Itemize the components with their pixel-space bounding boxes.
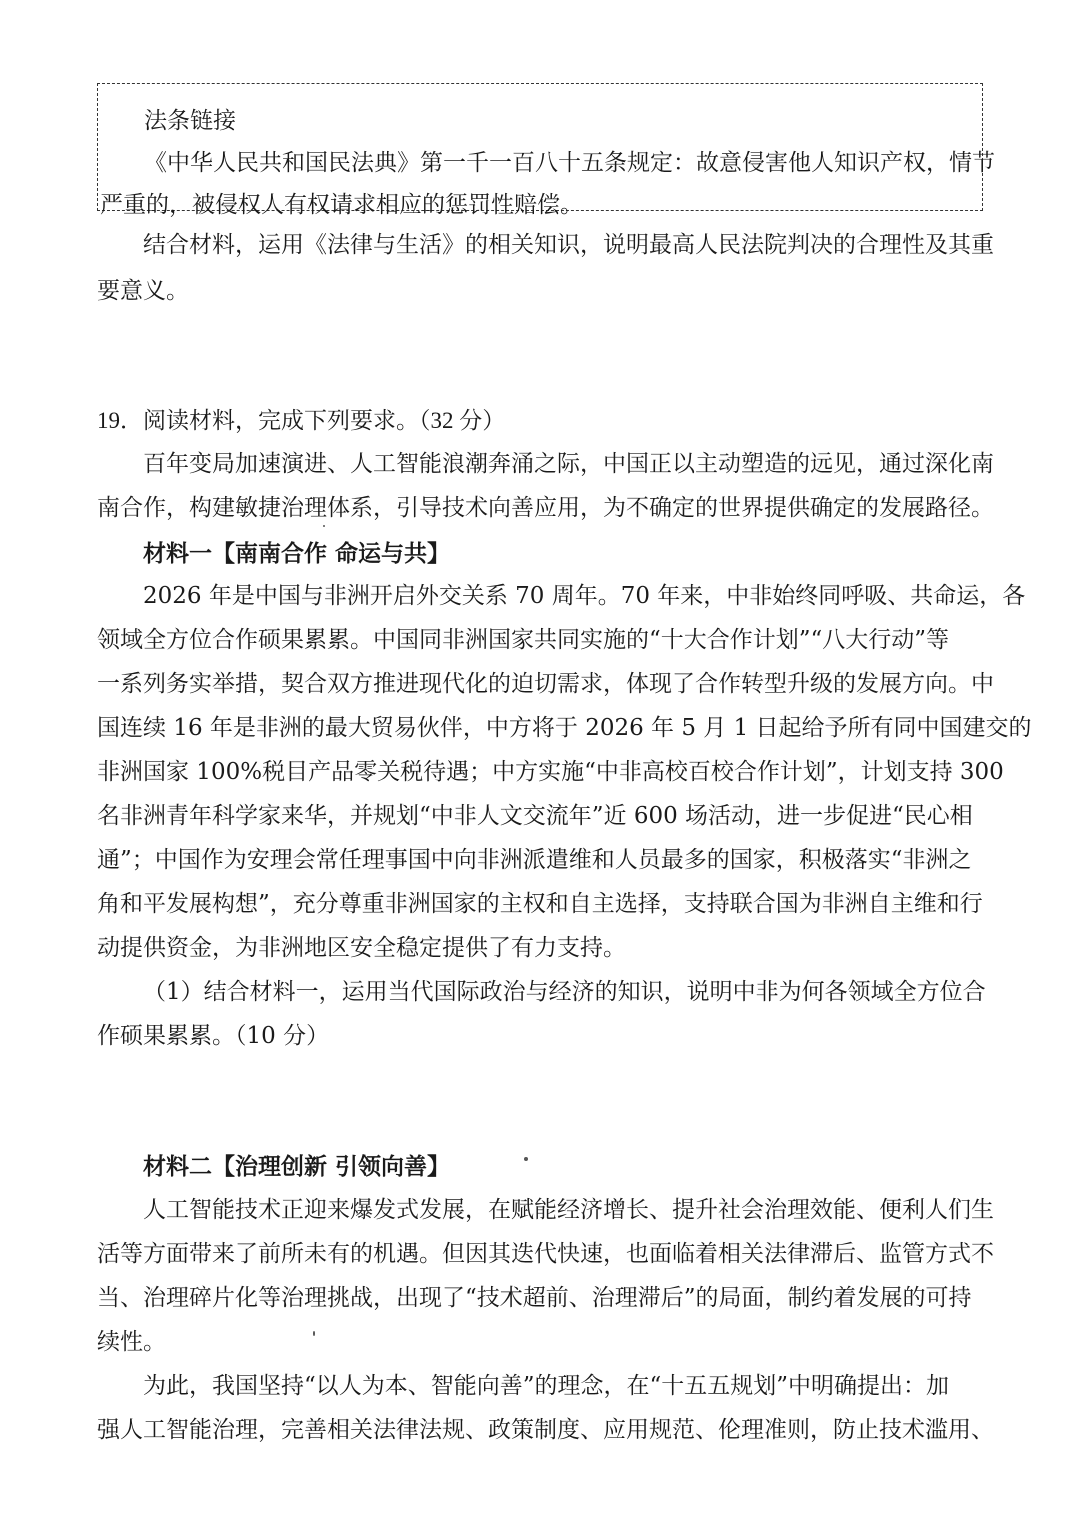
- sub-question-1-line: （1）结合材料一，运用当代国际政治与经济的知识，说明中非为何各领域全方位合: [143, 979, 986, 1005]
- q18-prompt-line: 结合材料，运用《法律与生活》的相关知识，说明最高人民法院判决的合理性及其重: [143, 232, 994, 258]
- q19-intro-line: 百年变局加速演进、人工智能浪潮奔涌之际，中国正以主动塑造的远见，通过深化南: [143, 451, 994, 477]
- material1-line: 2026 年是中国与非洲开启外交关系 70 周年。70 年来，中非始终同呼吸、共命运，各: [143, 583, 1026, 609]
- scan-speck: [524, 1157, 528, 1161]
- material1-title: 材料一【南南合作 命运与共】: [143, 540, 451, 567]
- material2-line: 续性。: [97, 1329, 166, 1355]
- law-link-text-line: 严重的，被侵权人有权请求相应的惩罚性赔偿。: [100, 192, 583, 218]
- material1-line: 国连续 16 年是非洲的最大贸易伙伴，中方将于 2026 年 5 月 1 日起给予所有同中国建交的: [97, 715, 1032, 741]
- scan-speck: [323, 525, 325, 527]
- material1-line: 动提供资金，为非洲地区安全稳定提供了有力支持。: [97, 935, 626, 961]
- material2-line: 为此，我国坚持“以人为本、智能向善”的理念，在“十五五规划”中明确提出：加: [143, 1373, 950, 1399]
- scan-speck: [313, 1331, 315, 1336]
- law-link-box: [97, 83, 995, 218]
- sub-question-1-line: 作硕果累累。（10 分）: [97, 1023, 330, 1049]
- material2-line: 人工智能技术正迎来爆发式发展，在赋能经济增长、提升社会治理效能、便利人们生: [143, 1197, 994, 1223]
- material1-line: 非洲国家 100%税目产品零关税待遇；中方实施“中非高校百校合作计划”，计划支持 300: [97, 759, 1004, 785]
- material2-line: 当、治理碎片化等治理挑战，出现了“技术超前、治理滞后”的局面，制约着发展的可持: [97, 1285, 972, 1311]
- material1-line: 一系列务实举措，契合双方推进现代化的迫切需求，体现了合作转型升级的发展方向。中: [97, 671, 994, 697]
- material2-line: 活等方面带来了前所未有的机遇。但因其迭代快速，也面临着相关法律滞后、监管方式不: [97, 1241, 994, 1267]
- q19-heading: 19．阅读材料，完成下列要求。（32 分）: [97, 408, 506, 433]
- material1-line: 名非洲青年科学家来华，并规划“中非人文交流年”近 600 场活动，进一步促进“民心相: [97, 803, 973, 829]
- material2-title: 材料二【治理创新 引领向善】: [143, 1153, 451, 1180]
- material2-line: 强人工智能治理，完善相关法律法规、政策制度、应用规范、伦理准则，防止技术滥用、: [97, 1417, 994, 1443]
- law-link-title: 法条链接: [144, 108, 236, 134]
- material1-line: 领域全方位合作硕果累累。中国同非洲国家共同实施的“十大合作计划”“八大行动”等: [97, 627, 950, 653]
- q18-prompt-line: 要意义。: [97, 278, 189, 304]
- law-link-text-line: 《中华人民共和国民法典》第一千一百八十五条规定：故意侵害他人知识产权，情节: [144, 150, 995, 176]
- q19-intro-line: 南合作，构建敏捷治理体系，引导技术向善应用，为不确定的世界提供确定的发展路径。: [97, 495, 994, 521]
- material1-line: 角和平发展构想”，充分尊重非洲国家的主权和自主选择，支持联合国为非洲自主维和行: [97, 891, 983, 917]
- material1-line: 通”；中国作为安理会常任理事国中向非洲派遣维和人员最多的国家，积极落实“非洲之: [97, 847, 972, 873]
